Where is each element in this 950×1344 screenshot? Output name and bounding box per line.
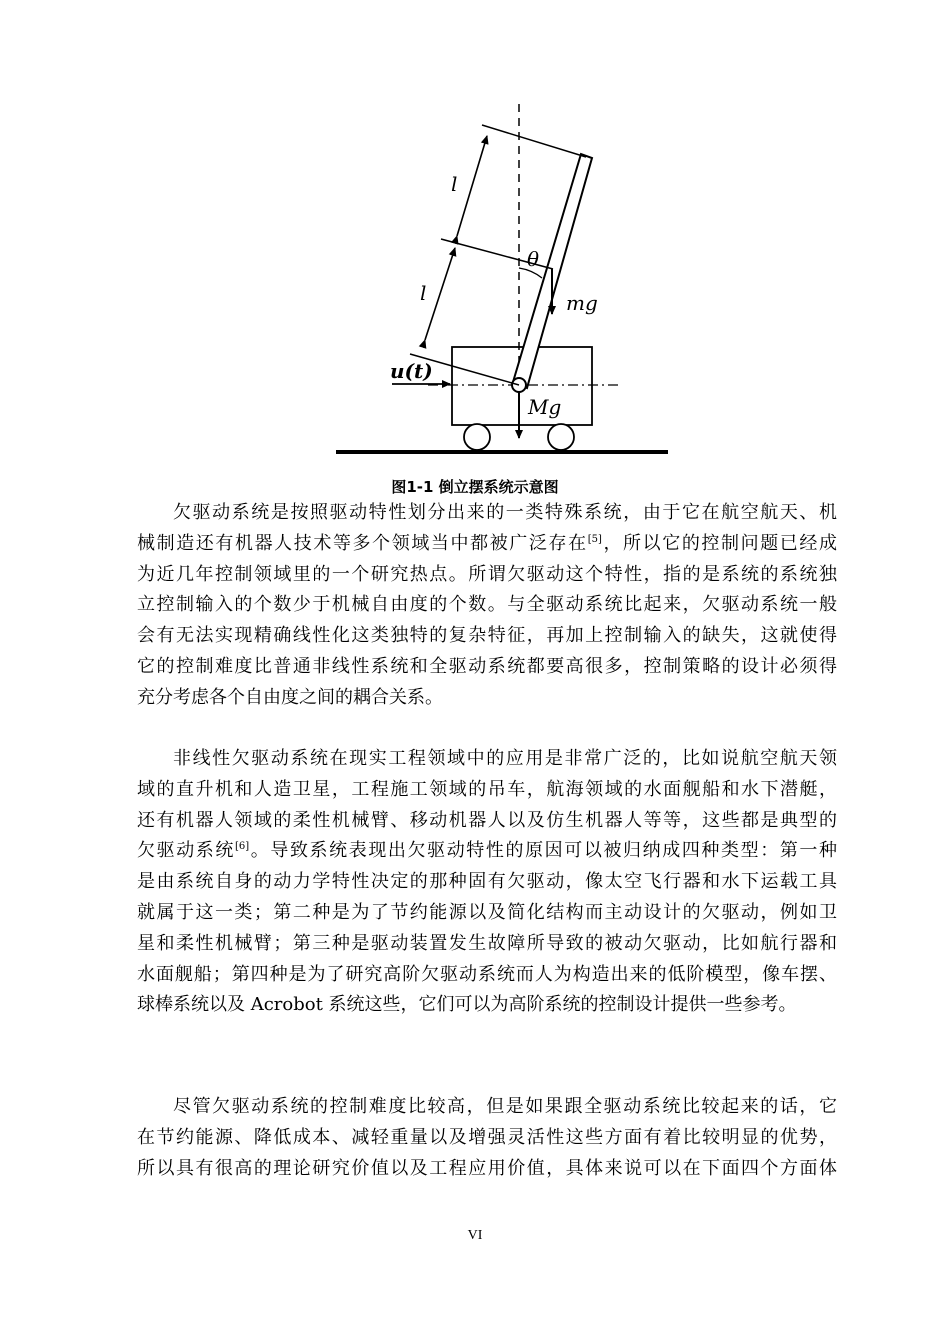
theta-label: θ [527, 247, 540, 271]
text-line: 为近几年控制领域里的一个研究热点。所谓欠驱动这个特性，指的是系统的系统独 [137, 563, 837, 585]
text-line: 所以具有很高的理论研究价值以及工程应用价值，具体来说可以在下面四个方面体 [137, 1157, 837, 1179]
wheel-left [464, 424, 490, 450]
length-label-upper: l [451, 172, 458, 196]
inverted-pendulum-diagram [0, 0, 950, 470]
paragraph-2 [137, 744, 837, 1021]
u-t-label: u(t) [390, 359, 433, 383]
paragraph-1 [137, 498, 837, 714]
length-label-lower: l [420, 281, 427, 305]
text-line: 星和柔性机械臂；第三种是驱动装置发生故障所导致的被动欠驱动，比如航行器和 [137, 932, 837, 954]
text-line: 欠驱动系统[6]。导致系统表现出欠驱动特性的原因可以被归纳成四种类型：第一种 [137, 840, 838, 862]
Mg-label: Mg [528, 395, 562, 419]
figure-caption: 图1-1 倒立摆系统示意图 [391, 478, 559, 496]
text-line: 欠驱动系统是按照驱动特性划分出来的一类特殊系统，由于它在航空航天、机 [173, 502, 837, 523]
text-line: 立控制输入的个数少于机械自由度的个数。与全驱动系统比起来，欠驱动系统一般 [137, 594, 837, 616]
length-dimension-upper [457, 136, 487, 236]
paragraph-3 [137, 1092, 837, 1184]
text-line: 球棒系统以及 Acrobot 系统这些，它们可以为高阶系统的控制设计提供一些参考。 [137, 994, 797, 1016]
citation-ref: [6] [234, 841, 250, 853]
text-line: 在节约能源、降低成本、减轻重量以及增强灵活性这些方面有着比较明显的优势， [137, 1126, 837, 1148]
page-number: VI [467, 1228, 483, 1243]
text-line: 非线性欠驱动系统在现实工程领域中的应用是非常广泛的，比如说航空航天领 [173, 748, 837, 769]
text-line: 还有机器人领域的柔性机械臂、移动机器人以及仿生机器人等等，这些都是典型的 [137, 809, 837, 831]
text-line: 会有无法实现精确线性化这类独特的复杂特征，再加上控制输入的缺失，这就使得 [137, 625, 837, 647]
citation-ref: [5] [587, 533, 602, 545]
text-line: 尽管欠驱动系统的控制难度比较高，但是如果跟全驱动系统比较起来的话，它 [173, 1096, 837, 1117]
mg-label: mg [566, 291, 598, 315]
text-line: 域的直升机和人造卫星，工程施工领域的吊车，航海领域的水面舰船和水下潜艇， [137, 778, 837, 800]
text-line: 充分考虑各个自由度之间的耦合关系。 [137, 686, 443, 708]
text-line: 械制造还有机器人技术等多个领域当中都被广泛存在[5]，所以它的控制问题已经成 [137, 532, 837, 554]
text-line: 水面舰船；第四种是为了研究高阶欠驱动系统而人为构造出来的低阶模型，像车摆、 [137, 963, 837, 985]
text-line: 它的控制难度比普通非线性系统和全驱动系统都要高很多，控制策略的设计必须得 [137, 655, 837, 677]
text-line: 是由系统自身的动力学特性决定的那种固有欠驱动，像太空飞行器和水下运载工具 [137, 871, 837, 893]
length-dimension-lower [425, 248, 455, 340]
wheel-right [548, 424, 574, 450]
text-line: 就属于这一类；第二种是为了节约能源以及简化结构而主动设计的欠驱动，例如卫 [137, 901, 837, 923]
